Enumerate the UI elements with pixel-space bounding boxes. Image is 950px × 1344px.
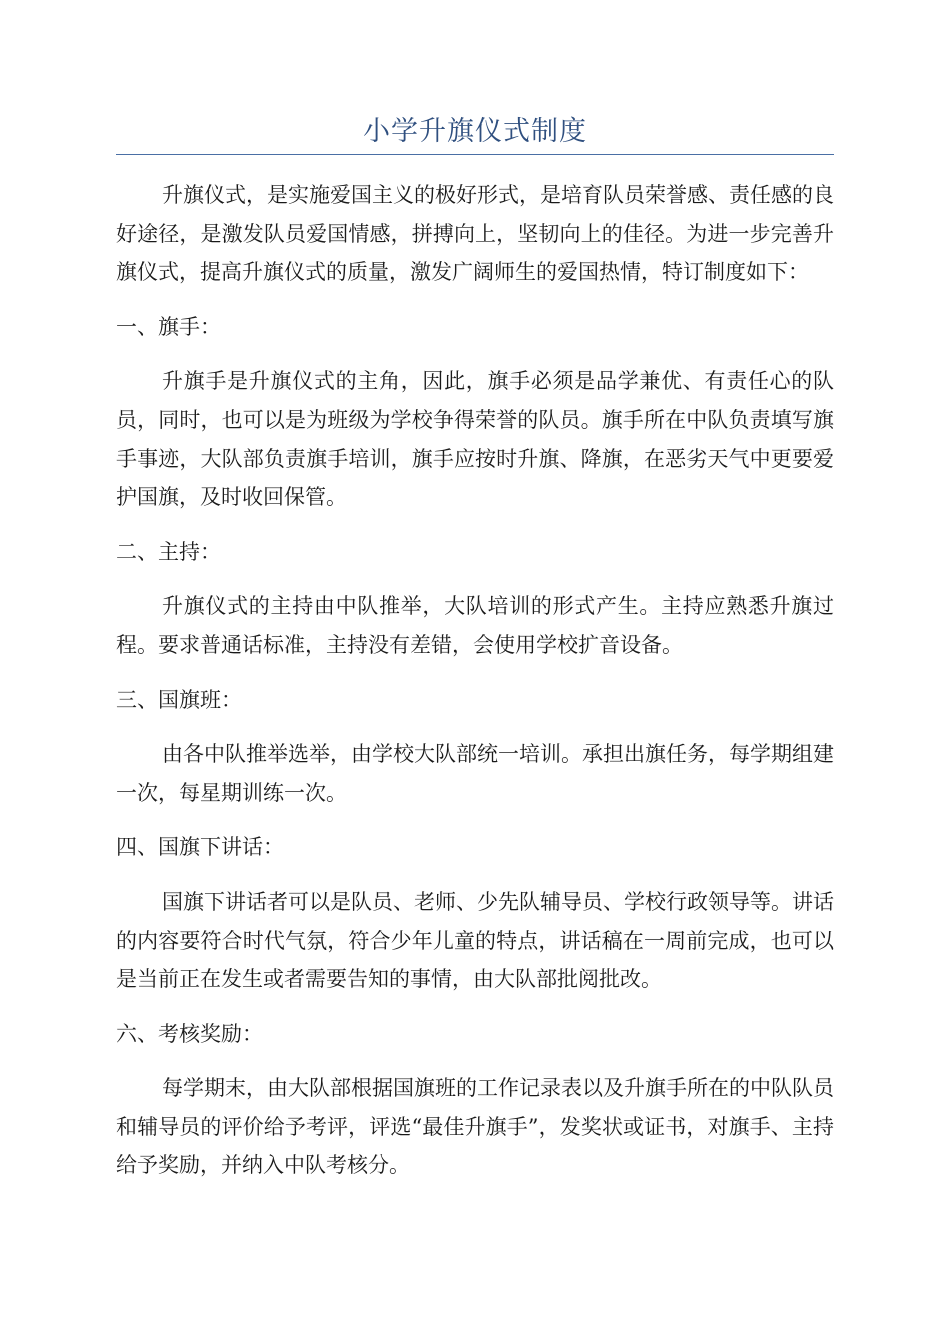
section-heading-host: 二、主持：	[116, 539, 221, 564]
section-text-flag-speech: 国旗下讲话者可以是队员、老师、少先队辅导员、学校行政领导等。讲话的内容要符合时代气氛，符合少年儿童的特点，讲话稿在一周前完成，也可以是当前正在发生或者需要告知的事情，由大队部批阅批改。	[116, 889, 834, 992]
section-text-host: 升旗仪式的主持由中队推举，大队培训的形式产生。主持应熟悉升旗过程。要求普通话标准，主持没有差错，会使用学校扩音设备。	[116, 594, 834, 657]
section-heading-flag-team: 三、国旗班：	[116, 687, 242, 712]
section-heading-flag-speech: 四、国旗下讲话：	[116, 835, 284, 860]
section-text-flag-team: 由各中队推举选举，由学校大队部统一培训。承担出旗任务，每学期组建一次，每星期训练一次。	[116, 742, 834, 805]
section-heading-assessment: 六、考核奖励：	[116, 1021, 263, 1046]
section-text-assessment: 每学期末，由大队部根据国旗班的工作记录表以及升旗手所在的中队队员和辅导员的评价给予考评，评选“最佳升旗手”，发奖状或证书，对旗手、主持给予奖励，并纳入中队考核分。	[116, 1076, 834, 1178]
document-title: 小学升旗仪式制度	[363, 116, 587, 147]
title-underline	[116, 154, 834, 155]
section-heading-flag-bearer: 一、旗手：	[116, 314, 221, 339]
document-body	[116, 176, 834, 1201]
section-text-flag-bearer: 升旗手是升旗仪式的主角，因此，旗手必须是品学兼优、有责任心的队员，同时，也可以是为班级为学校争得荣誉的队员。旗手所在中队负责填写旗手事迹，大队部负责旗手培训，旗手应按时升旗、降旗，在恶劣天气中更要爱护国旗，及时收回保管。	[116, 369, 834, 510]
intro-paragraph: 升旗仪式，是实施爱国主义的极好形式，是培育队员荣誉感、责任感的良好途径，是激发队员爱国情感，拼搏向上，坚韧向上的佳径。为进一步完善升旗仪式，提高升旗仪式的质量，激发广阔师生的爱国热情，特订制度如下：	[116, 183, 834, 285]
